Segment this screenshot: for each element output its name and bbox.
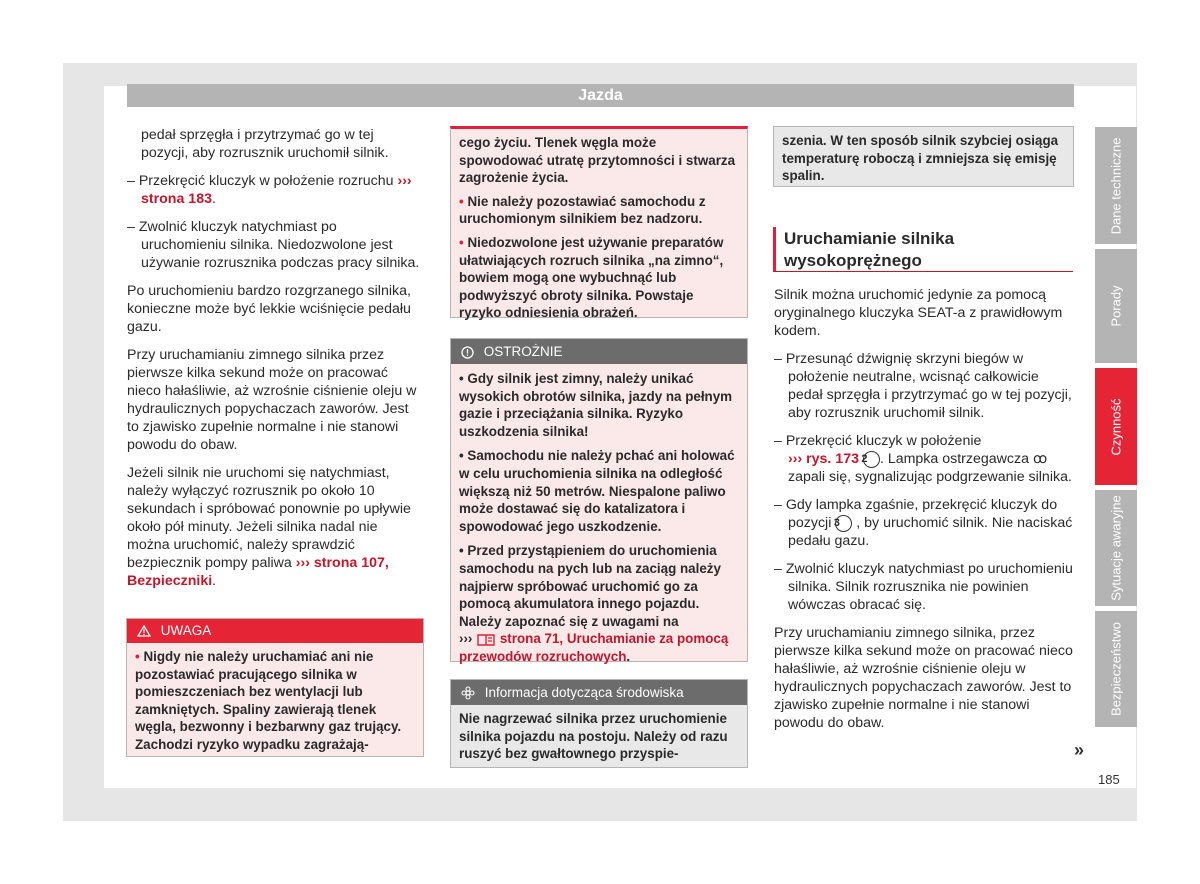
warning-continuation-box: [450, 126, 748, 321]
environment-title: Informacja dotycząca środowiska: [484, 685, 684, 700]
warning-cont-p3: • Niedozwolone jest używanie preparatów ułatwiających rozruch silnika „na zimno“, bowiem mogą one wybuchnąć lub podwyższyć obroty silnika. Powstaje ryzyko odniesienia obrażeń.: [459, 234, 724, 321]
link-strona-71[interactable]: strona 71, Uruchamianie za pomocą przewodów rozruchowych: [459, 631, 729, 664]
caution-body: [451, 364, 747, 679]
col3-step-3: – Gdy lampka zgaśnie, przekręcić kluczyk do pozycji 3 , by uruchomić silnik. Nie naciskać pedału gazu.: [774, 497, 1073, 549]
position-2-badge: 2: [863, 451, 880, 468]
col1-step-1: – Przekręcić kluczyk w położenie rozruchu ››› strona 183.: [127, 173, 412, 207]
bullet-icon: •: [459, 234, 464, 250]
tab-dane-techniczne[interactable]: Dane techniczne: [1095, 127, 1137, 244]
col1-step-2: – Zwolnić kluczyk natychmiast po uruchomieniu silnika. Niedozwolone jest używanie rozrusznika podczas pracy silnika.: [127, 219, 420, 271]
col1-paragraph-3: Przy uruchamianiu zimnego silnika przez pierwsze kilka sekund może on pracować nieco hałaśliwie, aż wzrośnie ciśnienie oleju w hydraulicznych popychaczach zaworów. Jest to zjawisko zupełnie normalne i nie stanowi powodu do obaw.: [127, 347, 417, 453]
column-1: [127, 126, 423, 600]
link-bezpieczniki[interactable]: ››› strona 107, Bezpieczniki: [127, 555, 389, 589]
warning-title: UWAGA: [160, 623, 212, 638]
caution-p3: • Przed przystąpieniem do uruchomienia samochodu na pych lub na zaciąg należy najpierw spróbować uruchomić go za pomocą akumulatora innego pojazdu. Należy zapoznać się z uwagami na ››› strona 71, Uruchamianie za pomocą przewodów rozruchowych.: [459, 543, 729, 664]
col1-paragraph-2: Po uruchomieniu bardzo rozgrzanego silnika, konieczne może być lekkie wciśnięcie pedału gazu.: [127, 283, 411, 335]
environment-continuation-box: szenia. W ten sposób silnik szybciej osiąga temperaturę roboczą i zmniejsza się emisję spalin.: [773, 126, 1074, 187]
tab-czynnosc[interactable]: Czynność: [1095, 368, 1137, 485]
book-reference-icon: [476, 633, 496, 647]
chapter-header: Jazda: [127, 84, 1074, 107]
col3-paragraph-2: Przy uruchamianiu zimnego silnika, przez pierwsze kilka sekund może on pracować nieco hałaśliwie, aż wzrośnie ciśnienie oleju w hydraulicznych popychaczach zaworów. Jest to zjawisko zupełnie normalne i nie stanowi powodu do obaw.: [774, 625, 1073, 731]
environment-body: Nie nagrzewać silnika przez uruchomienie silnika pojazdu na postoju. Należy od razu ruszyć bez gwałtownego przyspie-: [459, 711, 728, 762]
flower-icon: [461, 686, 475, 700]
environment-box: [450, 679, 748, 768]
link-strona-183[interactable]: ››› strona 183: [141, 173, 412, 207]
section-heading: Uruchamianie silnika wysokoprężnego: [773, 227, 1073, 272]
bullet-icon: •: [459, 193, 464, 209]
col1-paragraph-4: Jeżeli silnik nie uruchomi się natychmiast, należy wyłączyć rozrusznik po około 10 sekundach i spróbować ponownie po upływie około pół minuty. Jeżeli silnika nadal nie można uruchomić, należy sprawdzić bezpiecznik pompy paliwa ››› strona 107, Bezpieczniki.: [127, 465, 411, 589]
caution-circle-icon: [461, 346, 474, 359]
caution-p1: • Gdy silnik jest zimny, należy unikać wysokich obrotów silnika, jazdy na pełnym gazie i przeciążania silnika. Ryzyko uszkodzenia silnika!: [459, 371, 733, 439]
warning-cont-p1: cego życiu. Tlenek węgla może spowodować utratę przytomności i stwarza zagrożenie życia.: [459, 135, 736, 186]
warning-header: [127, 619, 423, 643]
warning-body: • Nigdy nie należy uruchamiać ani nie pozostawiać pracującego silnika w pomieszczeniach bez wentylacji lub zamkniętych. Spaliny zawierają tlenek węgla, bezwonny i bezbarwny gaz trujący. Zachodzi ryzyko wypadku zagrażają-: [135, 649, 402, 752]
caution-p2: • Samochodu nie należy pchać ani holować w celu uruchomienia silnika na odległość większą niż 50 metrów. Niespalone paliwo może dostawać się do katalizatora i spowodować jego uszkodzenie.: [459, 448, 735, 534]
warning-box: [126, 618, 424, 757]
environment-header: [451, 680, 747, 705]
col3-step-2: – Przekręcić kluczyk w położenie ››› rys. 173 2 . Lampka ostrzegawcza ꝏ zapali się, sygnalizując podgrzewanie silnika.: [774, 433, 1072, 485]
caution-header: [451, 339, 747, 364]
column-3: [774, 286, 1073, 742]
warning-triangle-icon: [137, 625, 151, 637]
caution-box: [450, 338, 748, 662]
tab-sytuacje-awaryjne[interactable]: Sytuacje awaryjne: [1095, 490, 1137, 606]
col3-step-4: – Zwolnić kluczyk natychmiast po uruchomieniu silnika. Silnik rozrusznika nie powinien wówczas obracać się.: [774, 561, 1073, 613]
caution-title: OSTROŻNIE: [483, 344, 563, 359]
col3-step-1: – Przesunąć dźwignię skrzyni biegów w położenie neutralne, wcisnąć całkowicie pedał sprzęgła i przytrzymać go w tej pozycji, aby rozrusznik uruchomił silnik.: [774, 351, 1072, 421]
tab-porady[interactable]: Porady: [1095, 249, 1137, 363]
link-rys-173[interactable]: ››› rys. 173: [788, 451, 859, 467]
bullet-icon: •: [135, 649, 140, 664]
warning-cont-p2: • Nie należy pozostawiać samochodu z uruchomionym silnikiem bez nadzoru.: [459, 193, 706, 227]
continue-arrow-icon: »: [1074, 740, 1085, 760]
glow-plug-icon: ꝏ: [1032, 451, 1048, 467]
page-number: 185: [1098, 772, 1120, 787]
tab-bezpieczenstwo[interactable]: Bezpieczeństwo: [1095, 611, 1137, 727]
col3-paragraph-1: Silnik można uruchomić jedynie za pomocą oryginalnego kluczyka SEAT-a z prawidłowym kodem.: [774, 287, 1063, 339]
col1-paragraph-1: pedał sprzęgła i przytrzymać go w tej pozycji, aby rozrusznik uruchomił silnik.: [141, 127, 389, 161]
position-3-badge: 3: [835, 515, 852, 532]
